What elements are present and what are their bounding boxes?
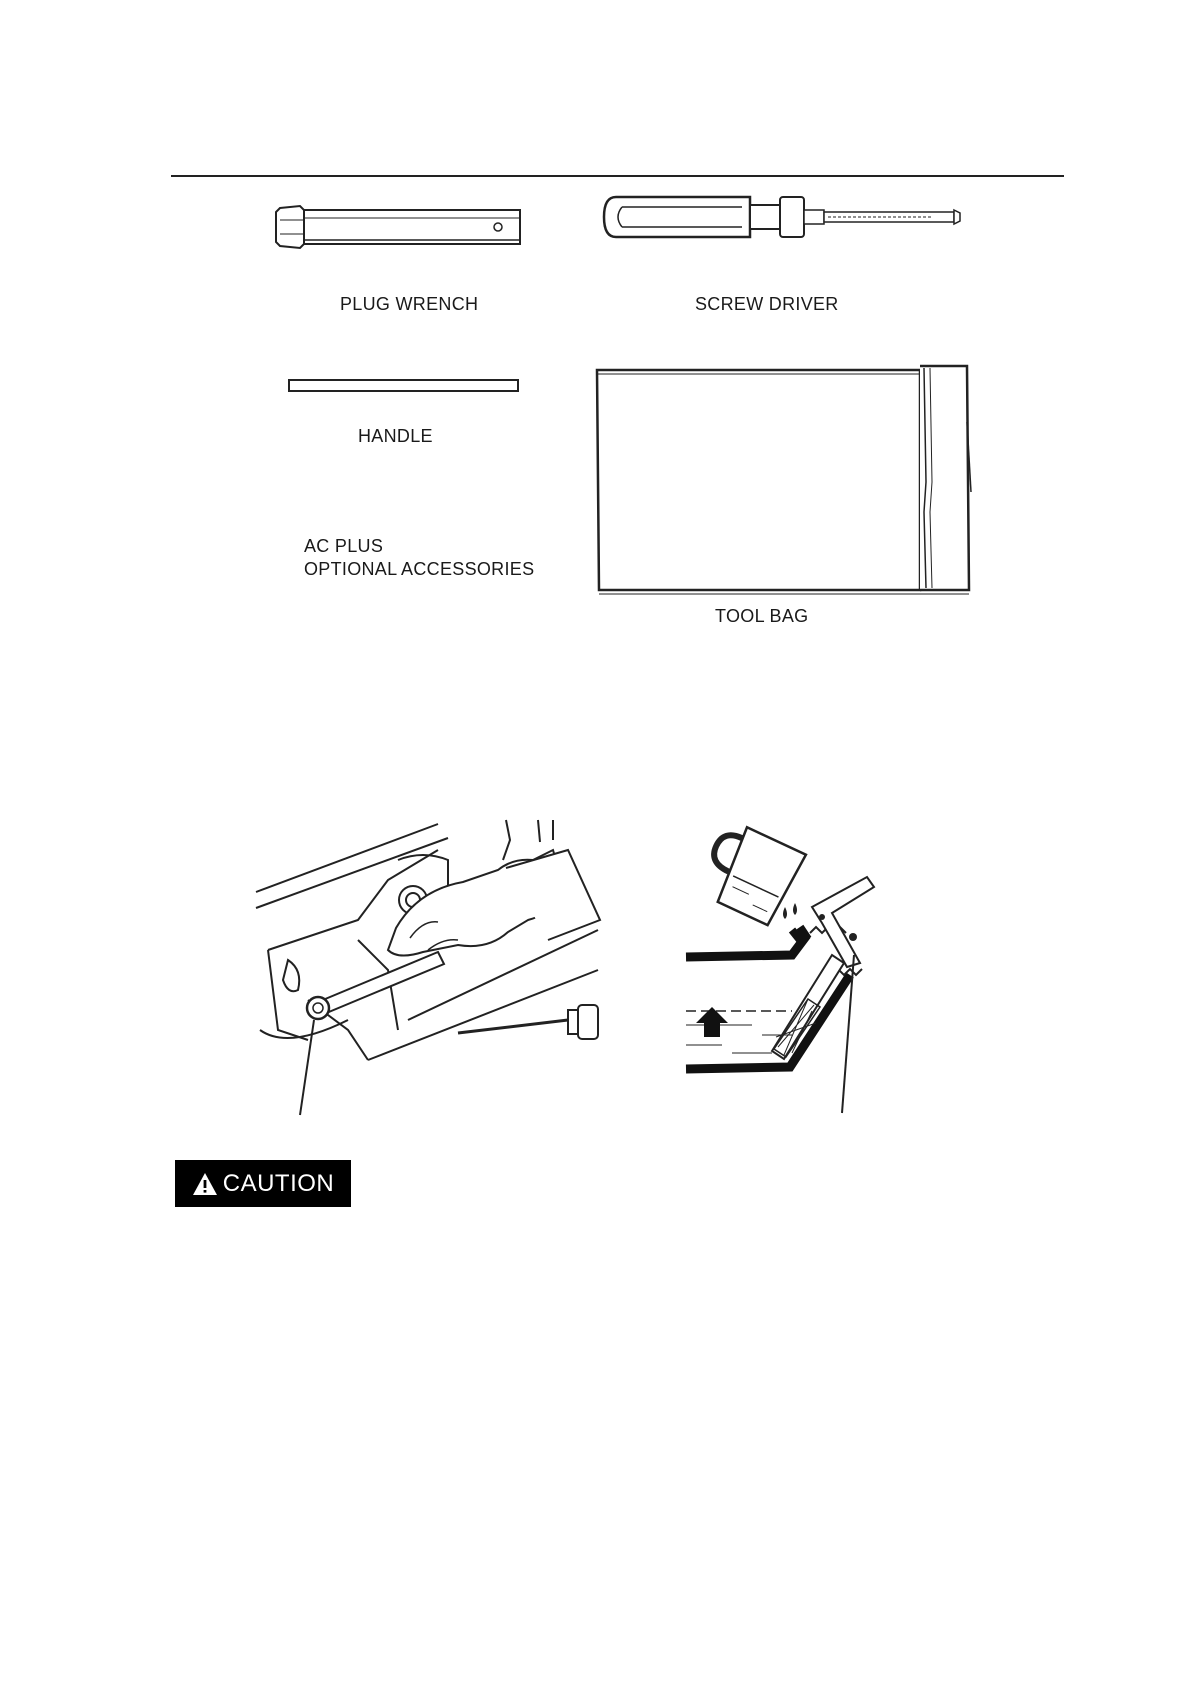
- plug-wrench-label: PLUG WRENCH: [340, 294, 479, 314]
- header-rule: [171, 175, 1064, 177]
- ac-plus-note: [304, 535, 534, 581]
- optional-accessories-line: OPTIONAL ACCESSORIES: [304, 559, 535, 579]
- oil-fill-diagram: [682, 815, 932, 1115]
- oil-drain-wrench-illustration: [248, 820, 608, 1115]
- warning-triangle-icon: [192, 1172, 218, 1196]
- handle-illustration: [288, 378, 520, 394]
- caution-label: CAUTION: [222, 1169, 335, 1197]
- screw-driver-label: SCREW DRIVER: [695, 294, 839, 314]
- handle-label: HANDLE: [358, 426, 433, 446]
- tool-bag-label: TOOL BAG: [715, 606, 809, 626]
- ac-plus-line: AC PLUS: [304, 536, 384, 556]
- tool-bag-illustration: [595, 362, 980, 597]
- screw-driver-illustration: [602, 193, 962, 245]
- caution-badge: [175, 1160, 351, 1207]
- plug-wrench-illustration: [270, 200, 530, 255]
